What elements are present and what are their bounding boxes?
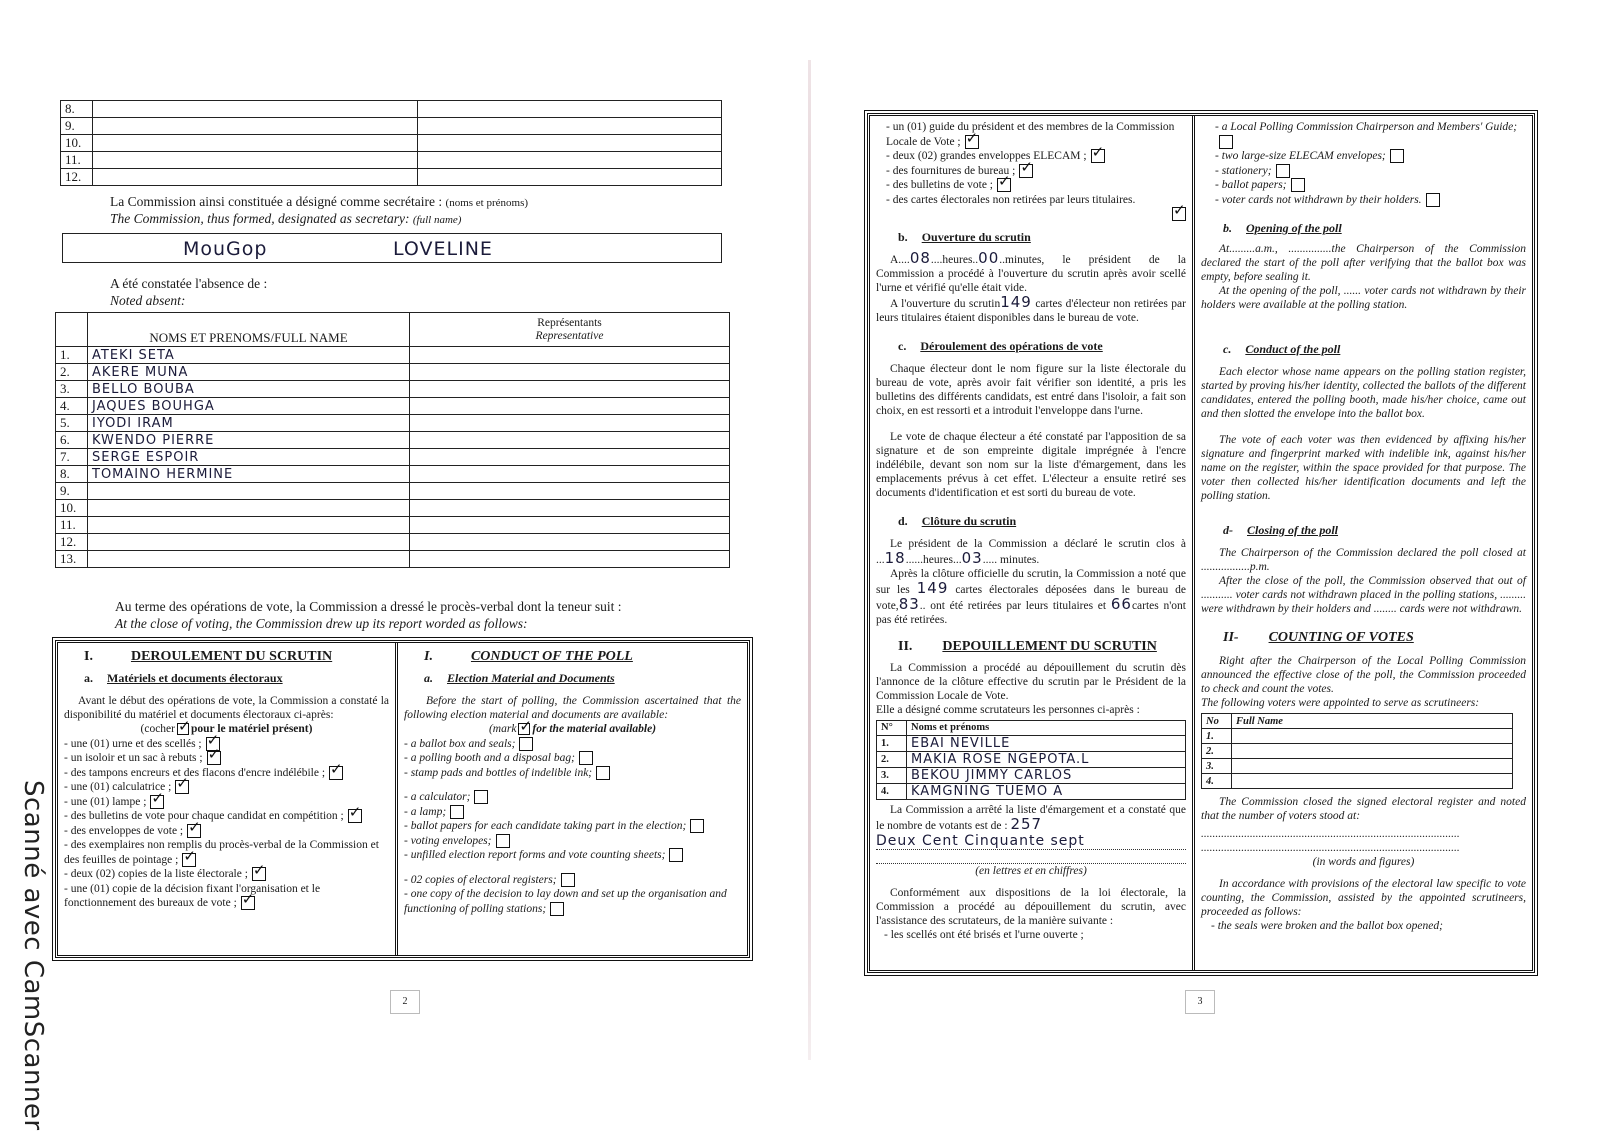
- section-conduct-box: [55, 640, 750, 958]
- checklist-item: - one copy of the decision to lay down and set up the organisation and functioning of polling stations;: [404, 888, 727, 915]
- voters-line-2[interactable]: ..........................................................................................: [1201, 842, 1460, 854]
- checkbox[interactable]: [496, 834, 510, 848]
- checklist-item: - ballot papers;: [1201, 178, 1526, 193]
- closing-p2-en: After the close of the poll, the Commission observed that out of ........... voter cards not withdrawn placed in the polling stations, ......... were withdrawn by their holders and ........ cards were not withdrawn.: [1201, 575, 1526, 615]
- checkbox[interactable]: [1291, 178, 1305, 192]
- checklist-item: - un isoloir et un sac à rebuts ;✓: [64, 751, 389, 766]
- table-row: 4. JAQUES BOUHGA: [56, 398, 730, 415]
- checkbox[interactable]: [965, 135, 979, 149]
- sample-checkbox-icon: [518, 723, 530, 735]
- sub-heading-d-en: d- Closing of the poll: [1223, 523, 1339, 537]
- sub-heading-d-fr: d. Clôture du scrutin: [898, 513, 1017, 528]
- table-header-row: No Full Name: [1202, 714, 1513, 729]
- counting-intro-en: Right after the Chairperson of the Local Polling Commission announced the effective close of the poll, the Commission proceeded to check and count the votes.: [1201, 655, 1526, 695]
- table-row: 9.: [61, 118, 722, 135]
- checklist-item: - voter cards not withdrawn by their holders.: [1201, 193, 1526, 208]
- table-row: 11.: [56, 517, 730, 534]
- opening-minutes-value[interactable]: 00: [978, 248, 1000, 267]
- voters-count-figure[interactable]: 257: [1010, 814, 1043, 833]
- members-table: [60, 100, 722, 186]
- voters-count-words[interactable]: Deux Cent Cinquante sept: [876, 833, 1186, 850]
- table-row: 1.: [1202, 729, 1513, 744]
- right-page: [815, 0, 1600, 1131]
- checkbox[interactable]: [997, 178, 1011, 192]
- counting-paragraph-fr: Conformément aux dispositions de la loi électorale, la Commission a procédé au dépouillement du scrutin, avec l'assistance des scrutateurs, de la manière suivante :: [876, 886, 1186, 927]
- checkbox[interactable]: [1172, 207, 1186, 221]
- checkbox[interactable]: [1276, 164, 1290, 178]
- checkbox[interactable]: [348, 809, 362, 823]
- scrutineers-table-fr: [876, 720, 1186, 800]
- counting-intro-fr: La Commission a procédé au dépouillement du scrutin dès l'annonce de la clôture effective du scrutin par le Président de la Commission Locale de Vote.: [876, 661, 1186, 702]
- conduct-p1-en: Each elector whose name appears on the polling station register, started by proving his/her identity, collected the ballots of the different candidates, entered the polling booth, made his/her choice, came out and then slotted the envelope into the ballot box.: [1201, 366, 1526, 420]
- section-fr-instruction: (cocher ✓ pour le matériel présent): [64, 722, 389, 737]
- absent-table: [55, 312, 730, 568]
- checkbox[interactable]: [207, 751, 221, 765]
- table-row: 8. TOMAINO HERMINE: [56, 466, 730, 483]
- section-en-column: [398, 643, 747, 955]
- opening-cards-value[interactable]: 149: [1000, 292, 1032, 311]
- report-intro-fr: Au terme des opérations de vote, la Commission a dressé le procès-verbal dont la teneur suit :: [115, 599, 622, 614]
- secretary-firstname: LOVELINE: [393, 238, 493, 260]
- checkbox[interactable]: [690, 819, 704, 833]
- closing-minutes-value[interactable]: 03: [961, 548, 983, 567]
- sample-checkbox-icon: [177, 723, 189, 735]
- table-row: 3.: [1202, 759, 1513, 774]
- conduct-p1-fr: Chaque électeur dont le nom figure sur la liste électorale du bureau de vote, après avoir fait vérifier son identité, a pris les bulletins des différents candidats, est entré dans l'isoloir, a fait son choix, en est ressorti et a introduit l'enveloppe dans l'urne.: [876, 362, 1186, 417]
- section-fr-column: [58, 643, 398, 955]
- checklist-item: - une (01) lampe ;✓: [64, 795, 389, 810]
- checkbox[interactable]: [579, 751, 593, 765]
- checkbox[interactable]: [241, 896, 255, 910]
- section-fr-intro: Avant le début des opérations de vote, la Commission a constaté la disponibilité du matériel et documents électoraux ci-après:: [64, 695, 389, 721]
- closing-p1-en: The Chairperson of the Commission declared the poll closed at .................p.m.: [1201, 547, 1526, 573]
- section-en-instruction: (mark ✓ for the material available): [404, 722, 741, 737]
- table-row: 1. EBAI NEVILLE: [877, 735, 1186, 751]
- counting-item-fr: - les scellés ont été brisés et l'urne ouverte ;: [884, 928, 1084, 941]
- closing-hours-value[interactable]: 18: [884, 548, 906, 567]
- secretary-name-field[interactable]: [62, 233, 722, 263]
- checkbox[interactable]: [1019, 164, 1033, 178]
- table-row: 4. KAMGNING TUEMO A: [877, 783, 1186, 799]
- section-ii-heading-en: II- COUNTING OF VOTES: [1223, 630, 1414, 645]
- checklist-item: - deux (02) grandes enveloppes ELECAM ;✓: [876, 149, 1186, 164]
- section-ii-heading-fr: II. DEPOUILLEMENT DU SCRUTIN: [898, 638, 1157, 654]
- checklist-item: - des bulletins de vote ;✓: [876, 178, 1186, 193]
- table-row: 9.: [56, 483, 730, 500]
- table-header-row: [56, 313, 730, 347]
- table-row: 2. AKERE MUNA: [56, 364, 730, 381]
- table-row: 13.: [56, 551, 730, 568]
- checklist-item: - deux (02) copies de la liste électorale ;✓: [64, 867, 389, 882]
- table-row: 4.: [1202, 774, 1513, 789]
- checklist-item: - des cartes électorales non retirées par leurs titulaires. ✓: [876, 193, 1186, 222]
- checklist-item: - a calculator;: [404, 790, 741, 805]
- table-row: 10.: [56, 500, 730, 517]
- closing-paragraph-fr: Le président de la Commission a déclaré le scrutin clos à ...18......heures...03..... minutes.: [876, 537, 1187, 567]
- opening-p2-en: At the opening of the poll, ...... voter cards not withdrawn by their holders were available at the polling station.: [1201, 285, 1526, 311]
- closing-cards-paragraph-fr: Après la clôture officielle du scrutin, la Commission a noté que sur les 149 cartes électorales déposées dans le bureau de vote,83.. ont été retirées par leurs titulaires et 66cartes n'ont pas été retirées.: [876, 567, 1187, 626]
- checklist-item: - stationery;: [1201, 164, 1526, 179]
- checklist-item: - des fournitures de bureau ;✓: [876, 164, 1186, 179]
- table-row: 11.: [61, 152, 722, 169]
- sub-heading-b-fr: b. Ouverture du scrutin: [898, 229, 1031, 244]
- table-header-row: N° Noms et prénoms: [877, 720, 1186, 735]
- checklist-item: - a ballot box and seals;: [404, 737, 741, 752]
- opening-hours-value[interactable]: 08: [909, 248, 931, 267]
- table-row: 7. SERGE ESPOIR: [56, 449, 730, 466]
- checklist-item: - voting envelopes;: [404, 834, 741, 849]
- section-fr-sub-a: a. Matériels et documents électoraux: [84, 671, 283, 685]
- checkbox[interactable]: [550, 902, 564, 916]
- conduct-p2-fr: Le vote de chaque électeur a été constaté par l'apposition de sa signature et de son empreinte digitale imprégnée à l'encre indélébile, devant son nom sur la liste d'émargement, dans les emplacements prévus à cet effet. L'électeur a ensuite retiré ses documents d'identification et est sorti du bureau de vote.: [876, 430, 1186, 499]
- checklist-item: - des bulletins de vote pour chaque candidat en compétition ;✓: [64, 809, 389, 824]
- voters-line-1[interactable]: ..........................................................................................: [1201, 828, 1460, 840]
- voters-note-fr: (en lettres et en chiffres): [975, 864, 1087, 877]
- checklist-item: - two large-size ELECAM envelopes;: [1201, 149, 1526, 164]
- table-row: 12.: [61, 169, 722, 186]
- checkbox[interactable]: [450, 805, 464, 819]
- voters-paragraph-fr: La Commission a arrêté la liste d'émargement et a constaté que le nombre de votants est de : 257: [876, 803, 1186, 833]
- header-full-name: NOMS ET PRENOMS/FULL NAME: [88, 313, 410, 347]
- conduct-p2-en: The vote of each voter was then evidenced by affixing his/her signature and fingerprint marked with indelible ink, against his/her name on the register, within the space provided for that purpose. The voter then collected his/her identification documents and left the polling station.: [1201, 434, 1526, 502]
- table-row: 8.: [61, 101, 722, 118]
- section-en-intro: Before the start of polling, the Commission ascertained that the following election material and documents are available:: [404, 695, 741, 721]
- checkbox[interactable]: [1390, 149, 1404, 163]
- table-row: 6. KWENDO PIERRE: [56, 432, 730, 449]
- cards-not-withdrawn-value[interactable]: 66: [1110, 594, 1132, 613]
- table-row: 2. MAKIA ROSE NGEPOTA.L: [877, 751, 1186, 767]
- checkbox[interactable]: [669, 848, 683, 862]
- absent-label-en: Noted absent:: [110, 293, 186, 308]
- checkbox[interactable]: [596, 766, 610, 780]
- right-page-box: [867, 113, 1535, 973]
- checklist-item: - des tampons encreurs et des flacons d'encre indélébile ;✓: [64, 766, 389, 781]
- checklist-item: - a lamp;: [404, 805, 741, 820]
- voters-paragraph-en: The Commission closed the signed electoral register and noted that the number of voters stood at:: [1201, 796, 1526, 822]
- secretary-label-en: The Commission, thus formed, designated as secretary: (full name): [110, 211, 462, 226]
- secretary-label-fr: La Commission ainsi constituée a désigné comme secrétaire : (noms et prénoms): [110, 194, 529, 209]
- section-en-heading: I. CONDUCT OF THE POLL: [424, 649, 633, 664]
- sub-heading-b-en: b. Opening of the poll: [1223, 221, 1342, 235]
- checkbox[interactable]: [561, 873, 575, 887]
- checkbox[interactable]: [182, 853, 196, 867]
- opening-p1-en: At.........a.m., ...............the Chairperson of the Commission declared the start of the poll after verifying that the ballot box was empty, before sealing it.: [1201, 243, 1526, 283]
- table-row: 3. BEKOU JIMMY CARLOS: [877, 767, 1186, 783]
- section-en-sub-a: a. Election Material and Documents: [424, 671, 615, 685]
- page-fold-divider: [808, 60, 811, 1060]
- checklist-item: - a Local Polling Commission Chairperson and Members' Guide;: [1201, 120, 1526, 149]
- closing-total-cards-value[interactable]: 149: [916, 578, 949, 597]
- page-number-right: 3: [1185, 990, 1215, 1014]
- checkbox[interactable]: [175, 780, 189, 794]
- table-row: 12.: [56, 534, 730, 551]
- report-intro-en: At the close of voting, the Commission drew up its report worded as follows:: [115, 616, 528, 631]
- checklist-item: - un (01) guide du président et des membres de la Commission Locale de Vote ;✓: [876, 120, 1186, 149]
- sub-heading-c-fr: c. Déroulement des opérations de vote: [898, 338, 1103, 353]
- checklist-item: - une (01) calculatrice ;✓: [64, 780, 389, 795]
- checkbox[interactable]: [150, 795, 164, 809]
- counting-paragraph-en: In accordance with provisions of the electoral law specific to vote counting, the Commission, assisted by the appointed scrutineers, proceeded as follows:: [1201, 878, 1526, 918]
- section-fr-heading: I. DEROULEMENT DU SCRUTIN: [84, 649, 333, 664]
- right-fr-column: [870, 116, 1195, 970]
- table-row: 10.: [61, 135, 722, 152]
- opening-paragraph-fr: A....08....heures..00..minutes, le président de la Commission a procédé à l'ouverture du scrutin après avoir scellé l'urne et vérifié qu'elle était vide.: [876, 248, 1186, 294]
- table-row: 2.: [1202, 744, 1513, 759]
- checklist-item: - a polling booth and a disposal bag;: [404, 751, 741, 766]
- counting-item-en: - the seals were broken and the ballot box opened;: [1211, 920, 1443, 932]
- checkbox[interactable]: [1219, 135, 1233, 149]
- checkbox[interactable]: [187, 824, 201, 838]
- checklist-item: - des enveloppes de vote ;✓: [64, 824, 389, 839]
- checklist-item: - des exemplaires non remplis du procès-verbal de la Commission et des feuilles de pointage ;✓: [64, 838, 389, 867]
- checkbox[interactable]: [1091, 149, 1105, 163]
- dotted-line: [876, 850, 1186, 864]
- checklist-item: - stamp pads and bottles of indelible ink;: [404, 766, 741, 781]
- table-row: 1. ATEKI SETA: [56, 347, 730, 364]
- checklist-item: - 02 copies of electoral registers;: [404, 873, 741, 888]
- checklist-item: - une (01) copie de la décision fixant l'organisation et le fonctionnement des bureaux de vote ;✓: [64, 882, 389, 911]
- right-en-column: [1195, 116, 1532, 970]
- checklist-item: - une (01) urne et des scellés ;✓: [64, 737, 389, 752]
- table-row: 3. BELLO BOUBA: [56, 381, 730, 398]
- scrutineers-table-en: [1201, 713, 1513, 789]
- checkbox[interactable]: [252, 867, 266, 881]
- scrutineers-label-en: The following voters were appointed to serve as scrutineers:: [1201, 697, 1480, 709]
- checklist-item: - ballot papers for each candidate taking part in the election;: [404, 819, 741, 834]
- secretary-surname: MouGop: [183, 238, 268, 260]
- sub-heading-c-en: c. Conduct of the poll: [1223, 342, 1341, 356]
- opening-cards-paragraph-fr: A l'ouverture du scrutin149 cartes d'électeur non retirées par leurs titulaires étaient disponibles dans le bureau de vote.: [876, 292, 1186, 324]
- voters-note-en: (in words and figures): [1312, 856, 1415, 868]
- absent-label-fr: A été constatée l'absence de :: [110, 276, 268, 291]
- checkbox[interactable]: [329, 766, 343, 780]
- cards-withdrawn-value[interactable]: 83: [898, 594, 920, 613]
- table-row: 5. IYODI IRAM: [56, 415, 730, 432]
- scrutineers-label-fr: Elle a désigné comme scrutateurs les personnes ci-après :: [876, 703, 1140, 716]
- scanner-watermark: Scanné avec CamScanner: [18, 780, 48, 1131]
- checklist-item: - unfilled election report forms and vote counting sheets;: [404, 848, 741, 863]
- page-number-left: 2: [390, 990, 420, 1014]
- header-representative: Représentants Representative: [410, 313, 730, 347]
- checkbox[interactable]: [1426, 193, 1440, 207]
- checkbox[interactable]: [474, 790, 488, 804]
- checkbox[interactable]: [519, 737, 533, 751]
